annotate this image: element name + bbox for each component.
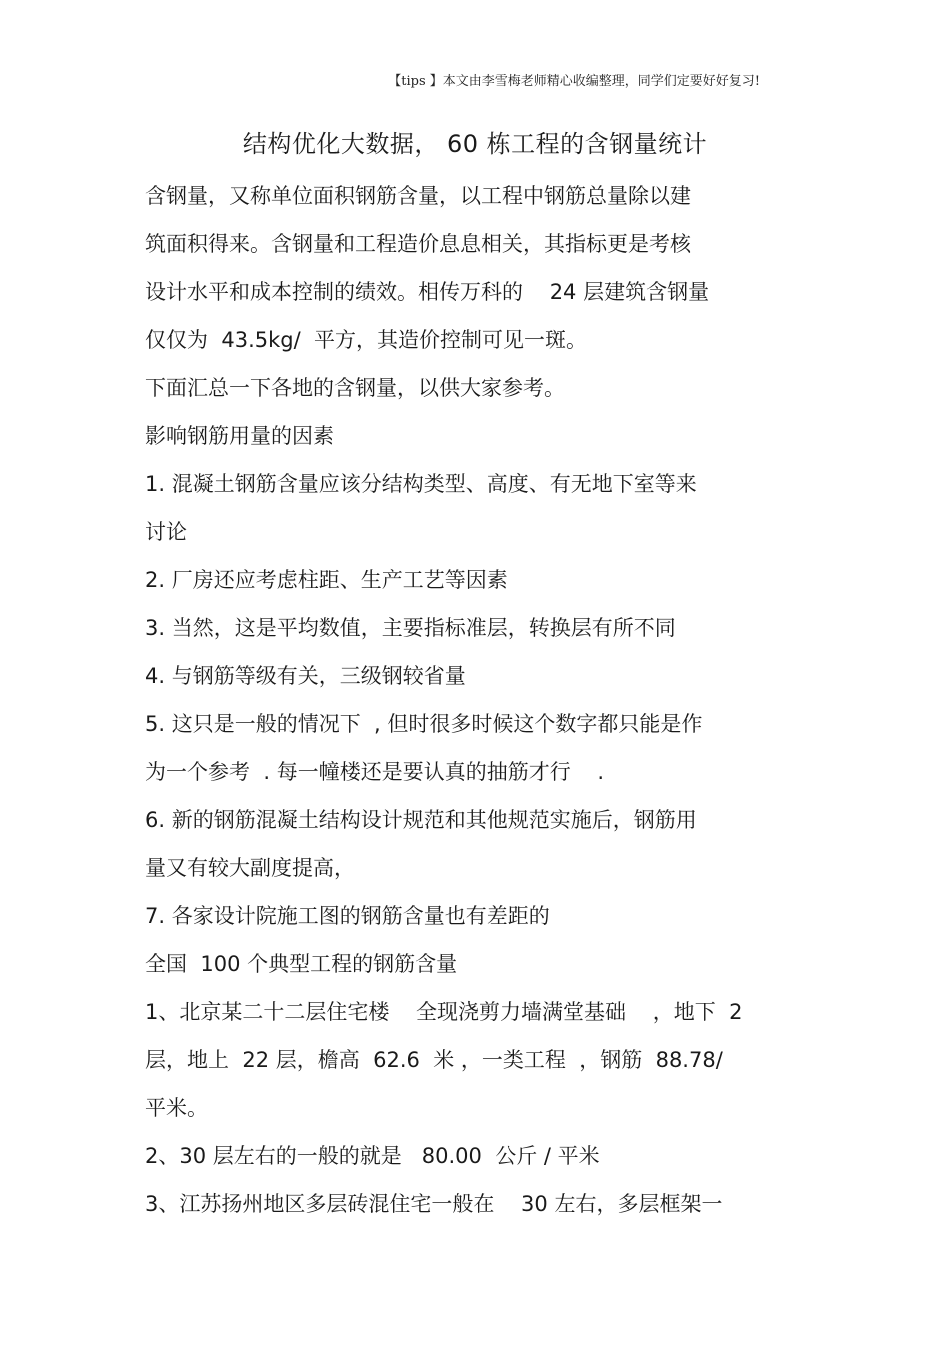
page-title: 结构优化大数据， 60 栋工程的含钢量统计: [242, 130, 708, 158]
text-line: 全国 100 个典型工程的钢筋含量: [145, 952, 458, 976]
text-line: 仅仅为 43.5kg/ 平方，其造价控制可见一斑。: [145, 328, 588, 352]
text-line: 3. 当然，这是平均数值，主要指标准层，转换层有所不同: [145, 616, 676, 640]
text-line: 6. 新的钢筋混凝土结构设计规范和其他规范实施后，钢筋用: [145, 808, 697, 832]
text-line: 层，地上 22 层，檐高 62.6 米 ，一类工程 ，钢筋 88.78/: [145, 1048, 723, 1072]
text-line: 为一个参考 . 每一幢楼还是要认真的抽筋才行 .: [145, 760, 605, 784]
text-line: 2. 厂房还应考虑柱距、生产工艺等因素: [145, 568, 508, 592]
text-line: 7. 各家设计院施工图的钢筋含量也有差距的: [145, 904, 550, 928]
text-line: 含钢量，又称单位面积钢筋含量，以工程中钢筋总量除以建: [145, 184, 691, 208]
text-line: 筑面积得来。含钢量和工程造价息息相关，其指标更是考核: [145, 232, 691, 256]
text-line: 1、北京某二十二层住宅楼 全现浇剪力墙满堂基础 ，地下 2: [145, 1000, 743, 1024]
text-line: 5. 这只是一般的情况下 , 但时很多时候这个数字都只能是作: [145, 712, 703, 736]
text-line: 平米。: [145, 1096, 208, 1120]
text-line: 量又有较大副度提高，: [145, 856, 355, 880]
text-line: 讨论: [145, 520, 187, 544]
body-text: [145, 180, 825, 1236]
text-line: 设计水平和成本控制的绩效。相传万科的 24 层建筑含钢量: [145, 280, 710, 304]
text-line: 4. 与钢筋等级有关，三级钢较省量: [145, 664, 466, 688]
text-line: 1. 混凝土钢筋含量应该分结构类型、高度、有无地下室等来: [145, 472, 697, 496]
text-line: 影响钢筋用量的因素: [145, 424, 334, 448]
text-line: 2、30 层左右的一般的就是 80.00 公斤 / 平米: [145, 1144, 600, 1168]
tips-header: 【tips 】本文由李雪梅老师精心收编整理，同学们定要好好复习!: [388, 74, 760, 89]
text-line: 3、江苏扬州地区多层砖混住宅一般在 30 左右，多层框架一: [145, 1192, 723, 1216]
text-line: 下面汇总一下各地的含钢量，以供大家参考。: [145, 376, 565, 400]
